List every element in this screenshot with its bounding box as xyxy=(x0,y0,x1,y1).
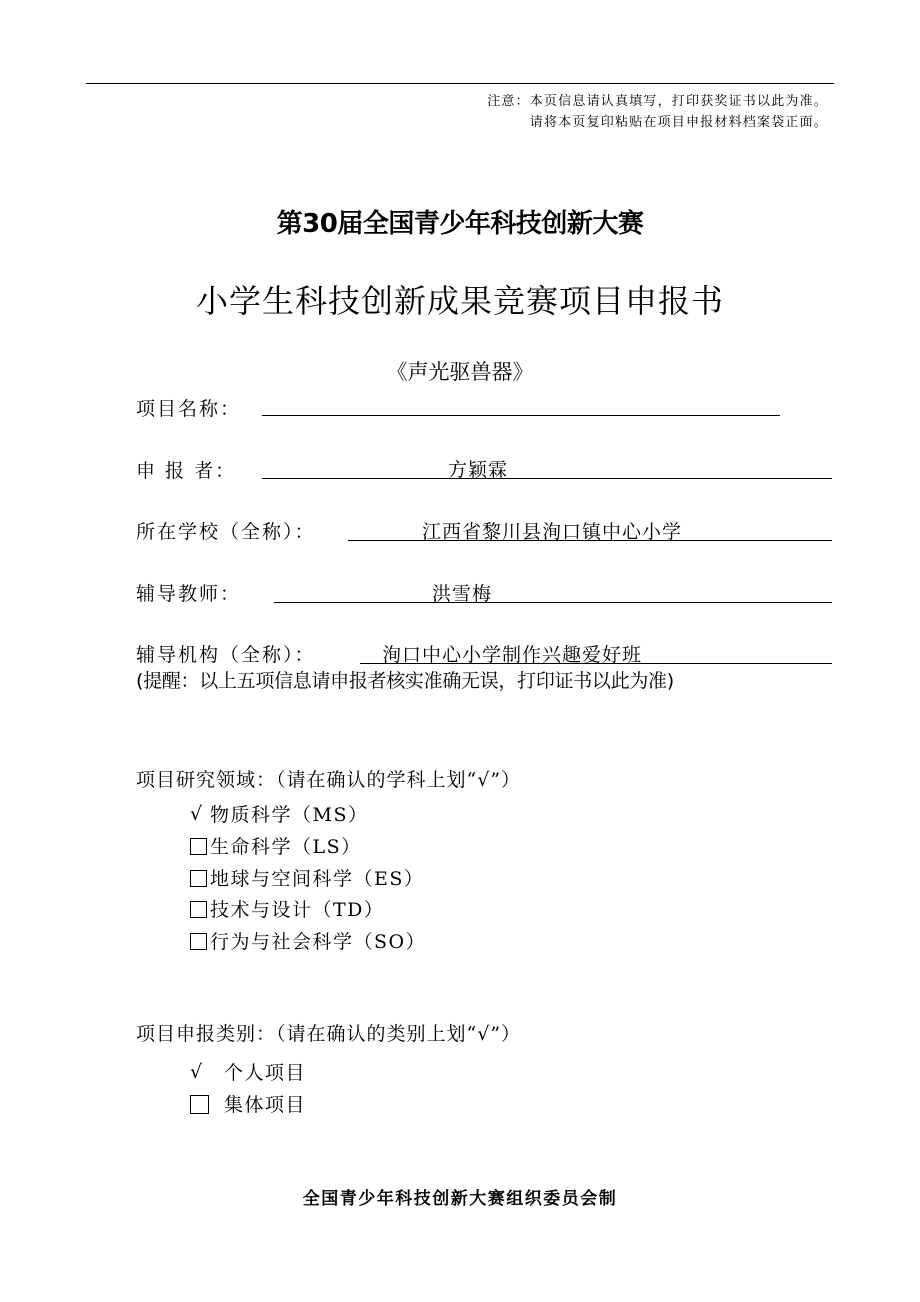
field-option-es[interactable] xyxy=(190,864,424,891)
institution-value: 洵口中心小学制作兴趣爱好班 xyxy=(382,644,643,666)
teacher-label: 辅导教师： xyxy=(136,583,242,605)
field-option-label: 行为与社会科学（SO） xyxy=(210,931,427,953)
project-title: 《声光驱兽器》 xyxy=(386,360,534,384)
field-option-label: 物质科学（MS） xyxy=(210,804,369,826)
check-mark-icon: √ xyxy=(190,1060,204,1083)
teacher-field[interactable] xyxy=(274,583,832,605)
category-option-group[interactable] xyxy=(190,1090,306,1117)
notice-line-2: 请将本页复印粘贴在项目申报材料档案袋正面。 xyxy=(529,115,828,130)
field-option-label: 地球与空间科学（ES） xyxy=(210,868,425,890)
category-heading: 项目申报类别：（请在确认的类别上划“√”） xyxy=(136,1023,522,1045)
category-option-individual[interactable] xyxy=(190,1058,306,1085)
footer-organizer: 全国青少年科技创新大赛组织委员会制 xyxy=(302,1189,618,1209)
project-name-field[interactable] xyxy=(262,415,780,416)
notice-line-1: 注意：本页信息请认真填写，打印获奖证书以此为准。 xyxy=(487,94,828,109)
school-value: 江西省黎川县洵口镇中心小学 xyxy=(422,521,683,543)
header-rule xyxy=(86,83,834,84)
field-option-td[interactable] xyxy=(190,895,384,922)
teacher-value: 洪雪梅 xyxy=(432,583,493,605)
check-mark-icon: √ xyxy=(190,802,204,825)
category-option-label: 个人项目 xyxy=(224,1062,307,1084)
category-option-label: 集体项目 xyxy=(224,1094,307,1116)
checkbox-icon[interactable] xyxy=(190,870,207,887)
reminder-note: (提醒：以上五项信息请申报者核实准确无误，打印证书以此为准) xyxy=(136,670,674,692)
institution-field[interactable] xyxy=(360,644,832,666)
field-option-label: 技术与设计（TD） xyxy=(210,899,385,921)
checkbox-icon[interactable] xyxy=(190,933,207,950)
field-option-ms[interactable] xyxy=(190,800,368,827)
document-title: 小学生科技创新成果竞赛项目申报书 xyxy=(195,282,724,320)
institution-label: 辅导机构（全称）： xyxy=(136,644,316,666)
research-field-heading: 项目研究领域：（请在确认的学科上划“√”） xyxy=(136,769,522,791)
school-label: 所在学校（全称）： xyxy=(136,521,316,543)
applicant-field[interactable] xyxy=(262,459,832,481)
checkbox-icon[interactable] xyxy=(190,1095,209,1114)
competition-title: 第30届全国青少年科技创新大赛 xyxy=(276,209,644,239)
applicant-label: 申 报 者： xyxy=(136,460,237,482)
checkbox-icon[interactable] xyxy=(190,838,207,855)
applicant-value: 方颖霖 xyxy=(448,459,509,481)
project-name-label: 项目名称： xyxy=(136,398,242,420)
checkbox-icon[interactable] xyxy=(190,901,207,918)
field-option-ls[interactable] xyxy=(190,832,362,859)
school-field[interactable] xyxy=(348,521,832,543)
field-option-so[interactable] xyxy=(190,927,426,954)
field-option-label: 生命科学（LS） xyxy=(210,836,362,858)
